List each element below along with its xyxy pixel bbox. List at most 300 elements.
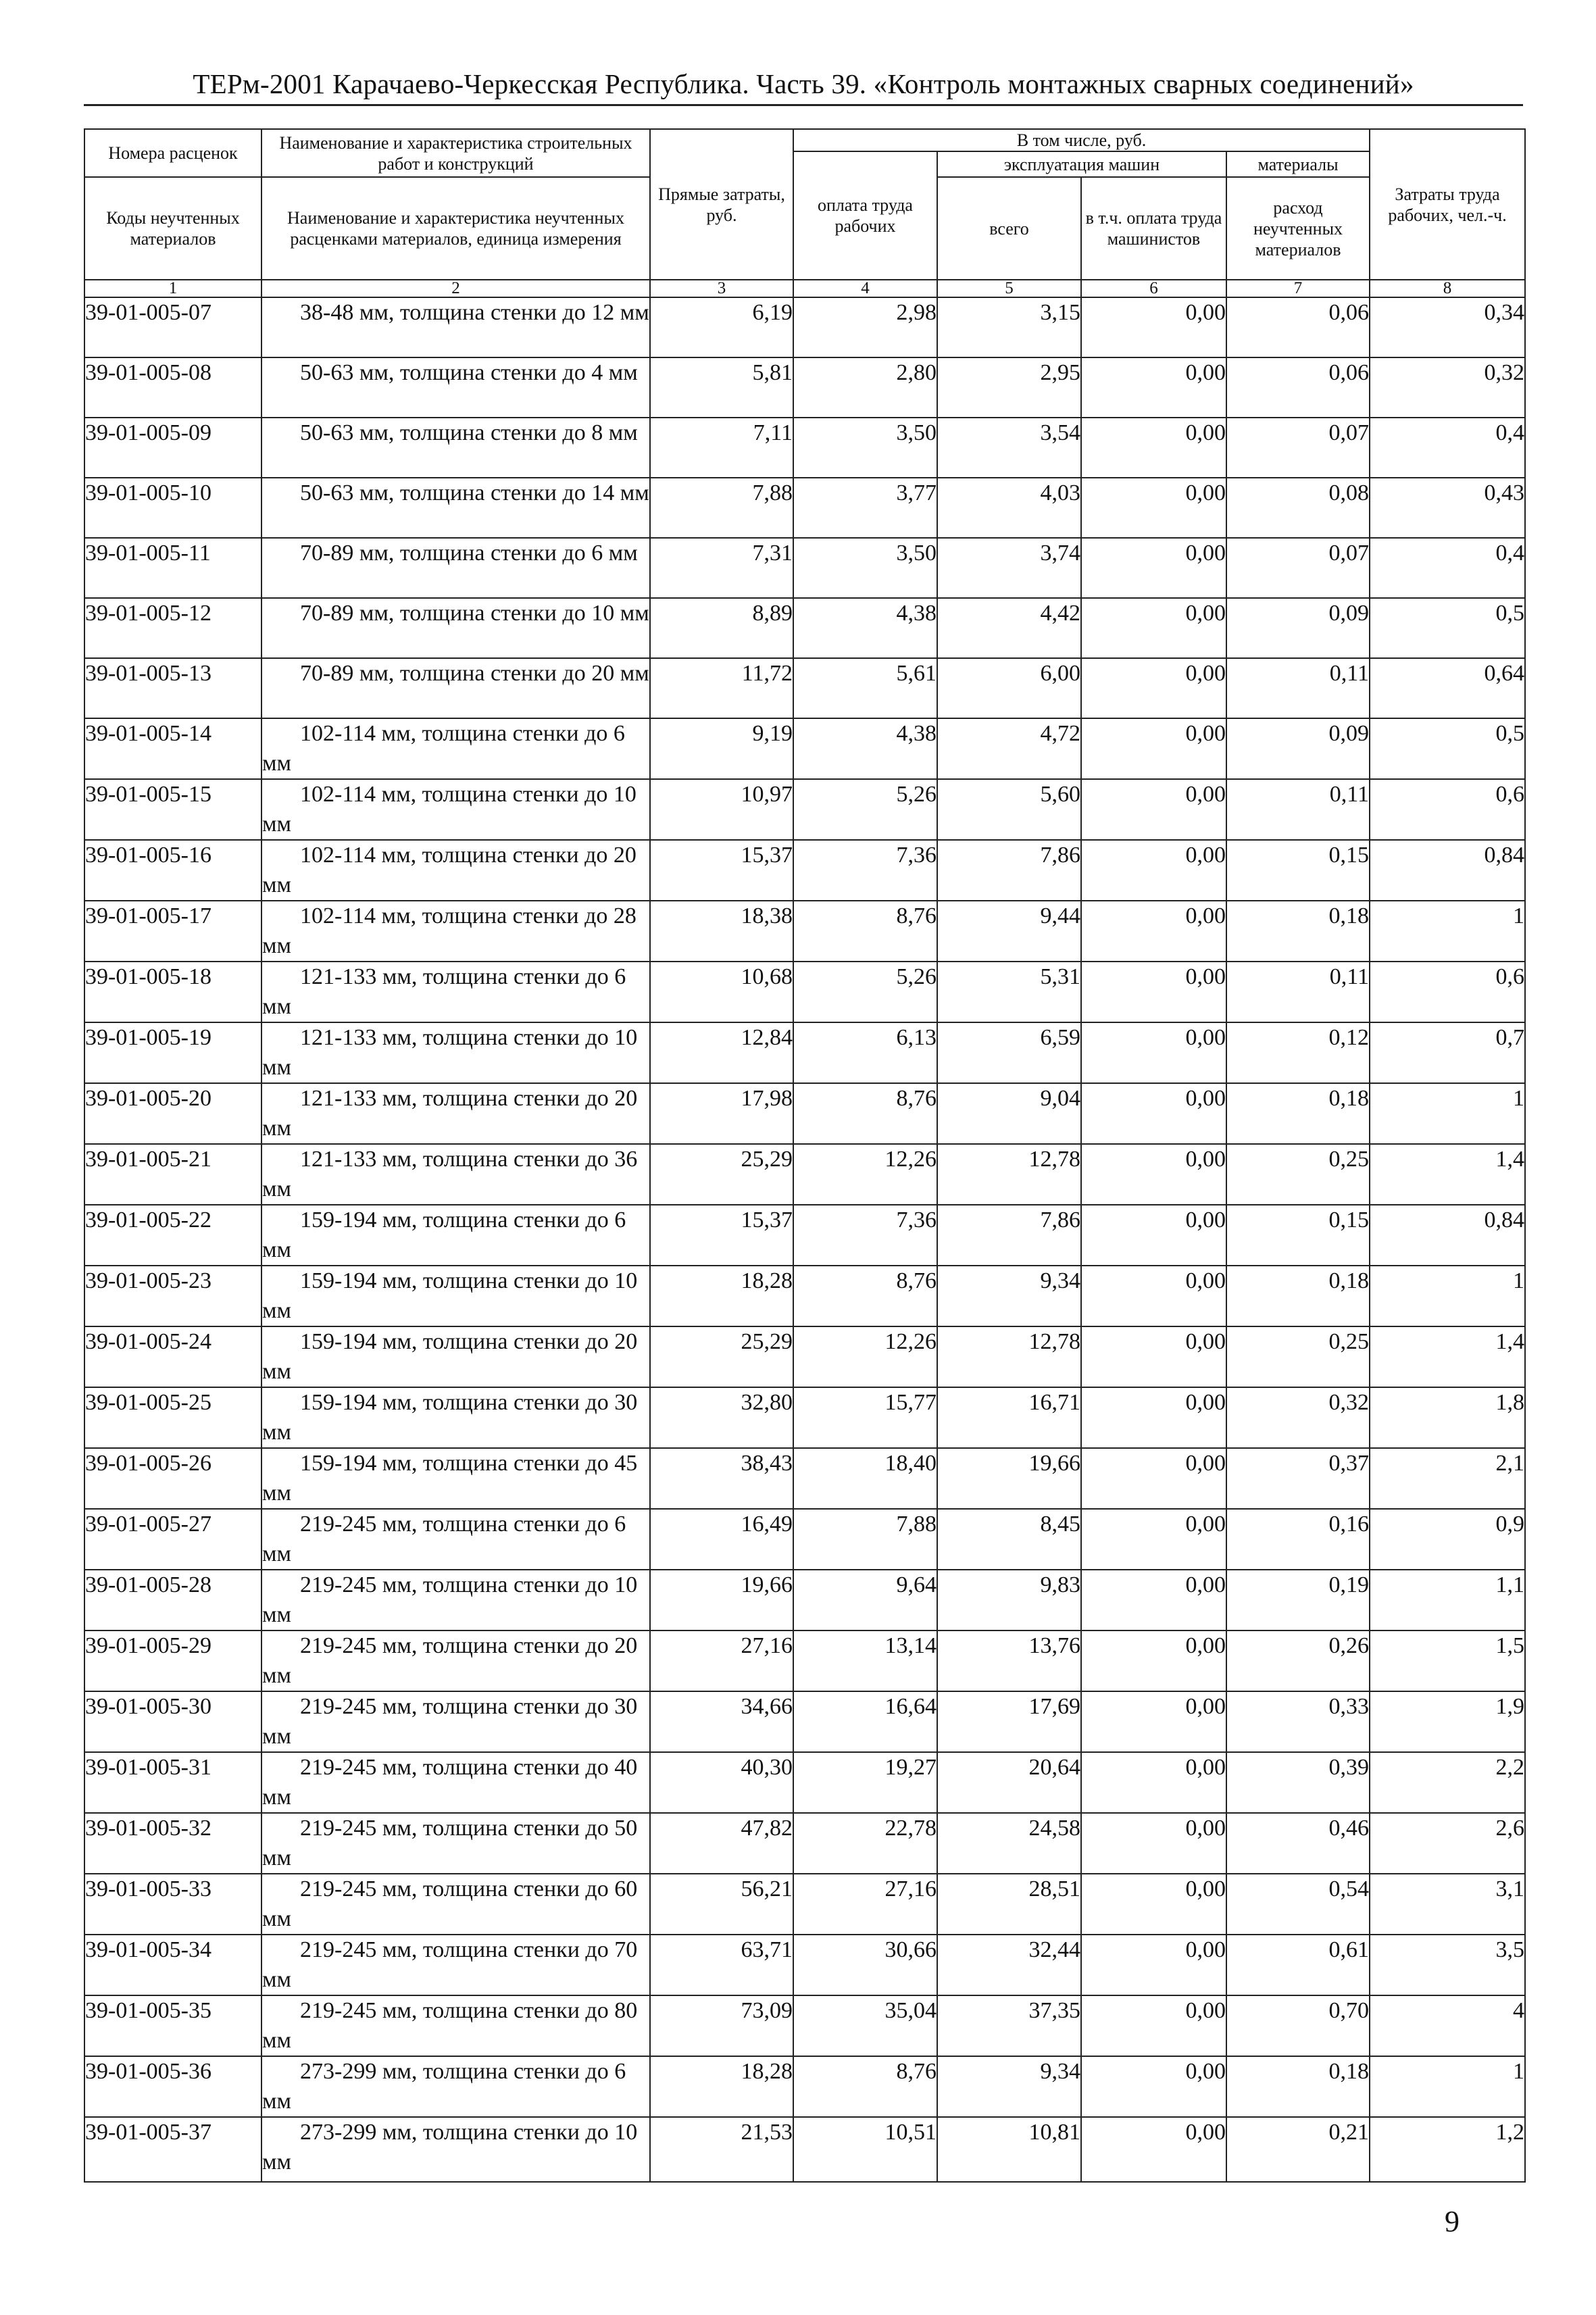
- labor-costs-value: 0,43: [1370, 478, 1525, 538]
- work-description: 121-133 мм, толщина стенки до 36 мм: [261, 1144, 650, 1205]
- labor-costs-value: 1: [1370, 1266, 1525, 1326]
- material-consumption-value: 0,19: [1226, 1570, 1370, 1631]
- operator-pay-value: 0,00: [1081, 1570, 1226, 1631]
- rate-code: 39-01-005-24: [84, 1326, 261, 1387]
- labor-costs-value: 1,9: [1370, 1691, 1525, 1752]
- direct-costs-value: 25,29: [650, 1144, 793, 1205]
- worker-pay-value: 5,26: [793, 962, 937, 1022]
- worker-pay-value: 4,38: [793, 598, 937, 658]
- table-row: [84, 1509, 1525, 1570]
- worker-pay-value: 27,16: [793, 1874, 937, 1935]
- column-number: 5: [937, 280, 1081, 297]
- machine-total-value: 5,60: [937, 779, 1081, 840]
- labor-costs-value: 0,5: [1370, 598, 1525, 658]
- operator-pay-value: 0,00: [1081, 1266, 1226, 1326]
- worker-pay-value: 5,26: [793, 779, 937, 840]
- rate-code: 39-01-005-21: [84, 1144, 261, 1205]
- direct-costs-value: 34,66: [650, 1691, 793, 1752]
- machine-total-value: 8,45: [937, 1509, 1081, 1570]
- operator-pay-value: 0,00: [1081, 1022, 1226, 1083]
- column-number: 7: [1226, 280, 1370, 297]
- machine-total-value: 5,31: [937, 962, 1081, 1022]
- direct-costs-value: 25,29: [650, 1326, 793, 1387]
- machine-total-value: 7,86: [937, 840, 1081, 901]
- header-materials: материалы: [1226, 151, 1370, 177]
- table-row: [84, 840, 1525, 901]
- labor-costs-value: 1,4: [1370, 1326, 1525, 1387]
- work-description: 219-245 мм, толщина стенки до 60 мм: [261, 1874, 650, 1935]
- worker-pay-value: 8,76: [793, 901, 937, 962]
- machine-total-value: 9,34: [937, 1266, 1081, 1326]
- machine-total-value: 28,51: [937, 1874, 1081, 1935]
- rate-code: 39-01-005-34: [84, 1935, 261, 1995]
- machine-total-value: 20,64: [937, 1752, 1081, 1813]
- labor-costs-value: 0,6: [1370, 962, 1525, 1022]
- worker-pay-value: 16,64: [793, 1691, 937, 1752]
- direct-costs-value: 6,19: [650, 297, 793, 357]
- operator-pay-value: 0,00: [1081, 1205, 1226, 1266]
- labor-costs-value: 1: [1370, 2056, 1525, 2117]
- operator-pay-value: 0,00: [1081, 901, 1226, 962]
- material-consumption-value: 0,37: [1226, 1448, 1370, 1509]
- operator-pay-value: 0,00: [1081, 1326, 1226, 1387]
- direct-costs-value: 7,11: [650, 418, 793, 478]
- labor-costs-value: 0,64: [1370, 658, 1525, 718]
- rate-code: 39-01-005-09: [84, 418, 261, 478]
- worker-pay-value: 8,76: [793, 2056, 937, 2117]
- worker-pay-value: 30,66: [793, 1935, 937, 1995]
- work-description: 50-63 мм, толщина стенки до 14 мм: [261, 478, 650, 538]
- labor-costs-value: 3,5: [1370, 1935, 1525, 1995]
- labor-costs-value: 0,84: [1370, 840, 1525, 901]
- work-description: 70-89 мм, толщина стенки до 20 мм: [261, 658, 650, 718]
- worker-pay-value: 3,77: [793, 478, 937, 538]
- direct-costs-value: 38,43: [650, 1448, 793, 1509]
- operator-pay-value: 0,00: [1081, 1752, 1226, 1813]
- material-consumption-value: 0,11: [1226, 962, 1370, 1022]
- material-consumption-value: 0,15: [1226, 840, 1370, 901]
- machine-total-value: 9,04: [937, 1083, 1081, 1144]
- worker-pay-value: 2,80: [793, 357, 937, 418]
- machine-total-value: 7,86: [937, 1205, 1081, 1266]
- work-description: 102-114 мм, толщина стенки до 10 мм: [261, 779, 650, 840]
- material-consumption-value: 0,11: [1226, 779, 1370, 840]
- material-consumption-value: 0,25: [1226, 1326, 1370, 1387]
- table-row: [84, 357, 1525, 418]
- worker-pay-value: 6,13: [793, 1022, 937, 1083]
- worker-pay-value: 8,76: [793, 1083, 937, 1144]
- labor-costs-value: 0,4: [1370, 538, 1525, 598]
- table-row: [84, 1266, 1525, 1326]
- rate-code: 39-01-005-08: [84, 357, 261, 418]
- work-description: 70-89 мм, толщина стенки до 10 мм: [261, 598, 650, 658]
- direct-costs-value: 16,49: [650, 1509, 793, 1570]
- labor-costs-value: 0,32: [1370, 357, 1525, 418]
- material-consumption-value: 0,18: [1226, 1083, 1370, 1144]
- work-description: 159-194 мм, толщина стенки до 30 мм: [261, 1387, 650, 1448]
- direct-costs-value: 47,82: [650, 1813, 793, 1874]
- material-consumption-value: 0,61: [1226, 1935, 1370, 1995]
- worker-pay-value: 8,76: [793, 1266, 937, 1326]
- material-consumption-value: 0,16: [1226, 1509, 1370, 1570]
- rate-code: 39-01-005-23: [84, 1266, 261, 1326]
- header-material-consumption: расход неучтенных материалов: [1226, 177, 1370, 280]
- operator-pay-value: 0,00: [1081, 1387, 1226, 1448]
- operator-pay-value: 0,00: [1081, 1691, 1226, 1752]
- table-row: [84, 1326, 1525, 1387]
- table-row: [84, 1022, 1525, 1083]
- operator-pay-value: 0,00: [1081, 962, 1226, 1022]
- work-description: 102-114 мм, толщина стенки до 28 мм: [261, 901, 650, 962]
- labor-costs-value: 3,1: [1370, 1874, 1525, 1935]
- machine-total-value: 6,00: [937, 658, 1081, 718]
- machine-total-value: 24,58: [937, 1813, 1081, 1874]
- machine-total-value: 2,95: [937, 357, 1081, 418]
- machine-total-value: 9,83: [937, 1570, 1081, 1631]
- material-consumption-value: 0,32: [1226, 1387, 1370, 1448]
- direct-costs-value: 32,80: [650, 1387, 793, 1448]
- material-consumption-value: 0,07: [1226, 418, 1370, 478]
- header-direct-costs: Прямые затраты, руб.: [650, 129, 793, 280]
- work-description: 121-133 мм, толщина стенки до 6 мм: [261, 962, 650, 1022]
- direct-costs-value: 15,37: [650, 840, 793, 901]
- machine-total-value: 17,69: [937, 1691, 1081, 1752]
- header-machine-operation: эксплуатация машин: [937, 151, 1226, 177]
- material-consumption-value: 0,07: [1226, 538, 1370, 598]
- table-row: [84, 1144, 1525, 1205]
- machine-total-value: 4,03: [937, 478, 1081, 538]
- header-machine-total: всего: [937, 177, 1081, 280]
- labor-costs-value: 0,34: [1370, 297, 1525, 357]
- rate-code: 39-01-005-33: [84, 1874, 261, 1935]
- work-description: 102-114 мм, толщина стенки до 20 мм: [261, 840, 650, 901]
- table-row: [84, 1752, 1525, 1813]
- rate-code: 39-01-005-26: [84, 1448, 261, 1509]
- rate-code: 39-01-005-36: [84, 2056, 261, 2117]
- rate-code: 39-01-005-27: [84, 1509, 261, 1570]
- worker-pay-value: 12,26: [793, 1326, 937, 1387]
- column-number: 4: [793, 280, 937, 297]
- table-row: [84, 538, 1525, 598]
- header-material-codes: Коды неучтенных материалов: [84, 177, 261, 280]
- header-material-name: Наименование и характеристика неучтенных расценками материалов, единица измерения: [261, 177, 650, 280]
- table-row: [84, 658, 1525, 718]
- work-description: 38-48 мм, толщина стенки до 12 мм: [261, 297, 650, 357]
- worker-pay-value: 22,78: [793, 1813, 937, 1874]
- direct-costs-value: 7,31: [650, 538, 793, 598]
- operator-pay-value: 0,00: [1081, 1083, 1226, 1144]
- operator-pay-value: 0,00: [1081, 1813, 1226, 1874]
- rate-code: 39-01-005-07: [84, 297, 261, 357]
- table-body: [84, 297, 1525, 2182]
- work-description: 50-63 мм, толщина стенки до 8 мм: [261, 418, 650, 478]
- table-row: [84, 1631, 1525, 1691]
- rate-code: 39-01-005-22: [84, 1205, 261, 1266]
- header-work-name: Наименование и характеристика строительных работ и конструкций: [261, 129, 650, 177]
- work-description: 159-194 мм, толщина стенки до 6 мм: [261, 1205, 650, 1266]
- machine-total-value: 9,34: [937, 2056, 1081, 2117]
- column-number: 1: [84, 280, 261, 297]
- operator-pay-value: 0,00: [1081, 598, 1226, 658]
- material-consumption-value: 0,33: [1226, 1691, 1370, 1752]
- machine-total-value: 10,81: [937, 2117, 1081, 2182]
- work-description: 159-194 мм, толщина стенки до 45 мм: [261, 1448, 650, 1509]
- work-description: 273-299 мм, толщина стенки до 6 мм: [261, 2056, 650, 2117]
- direct-costs-value: 10,68: [650, 962, 793, 1022]
- rate-code: 39-01-005-16: [84, 840, 261, 901]
- column-number-row: [84, 280, 1525, 297]
- direct-costs-value: 15,37: [650, 1205, 793, 1266]
- material-consumption-value: 0,11: [1226, 658, 1370, 718]
- rate-code: 39-01-005-20: [84, 1083, 261, 1144]
- rate-code: 39-01-005-37: [84, 2117, 261, 2182]
- material-consumption-value: 0,39: [1226, 1752, 1370, 1813]
- operator-pay-value: 0,00: [1081, 357, 1226, 418]
- labor-costs-value: 0,7: [1370, 1022, 1525, 1083]
- work-description: 50-63 мм, толщина стенки до 4 мм: [261, 357, 650, 418]
- direct-costs-value: 73,09: [650, 1995, 793, 2056]
- labor-costs-value: 2,2: [1370, 1752, 1525, 1813]
- operator-pay-value: 0,00: [1081, 1995, 1226, 2056]
- worker-pay-value: 13,14: [793, 1631, 937, 1691]
- direct-costs-value: 18,38: [650, 901, 793, 962]
- operator-pay-value: 0,00: [1081, 779, 1226, 840]
- rate-code: 39-01-005-30: [84, 1691, 261, 1752]
- direct-costs-value: 18,28: [650, 1266, 793, 1326]
- rate-code: 39-01-005-35: [84, 1995, 261, 2056]
- worker-pay-value: 7,88: [793, 1509, 937, 1570]
- worker-pay-value: 5,61: [793, 658, 937, 718]
- worker-pay-value: 7,36: [793, 1205, 937, 1266]
- operator-pay-value: 0,00: [1081, 840, 1226, 901]
- header-labor-costs: Затраты труда рабочих, чел.-ч.: [1370, 129, 1525, 280]
- direct-costs-value: 17,98: [650, 1083, 793, 1144]
- labor-costs-value: 1,8: [1370, 1387, 1525, 1448]
- material-consumption-value: 0,12: [1226, 1022, 1370, 1083]
- direct-costs-value: 63,71: [650, 1935, 793, 1995]
- material-consumption-value: 0,18: [1226, 1266, 1370, 1326]
- work-description: 219-245 мм, толщина стенки до 50 мм: [261, 1813, 650, 1874]
- work-description: 70-89 мм, толщина стенки до 6 мм: [261, 538, 650, 598]
- work-description: 102-114 мм, толщина стенки до 6 мм: [261, 718, 650, 779]
- direct-costs-value: 9,19: [650, 718, 793, 779]
- direct-costs-value: 56,21: [650, 1874, 793, 1935]
- table-row: [84, 962, 1525, 1022]
- column-number: 3: [650, 280, 793, 297]
- table-row: [84, 1387, 1525, 1448]
- material-consumption-value: 0,26: [1226, 1631, 1370, 1691]
- material-consumption-value: 0,70: [1226, 1995, 1370, 2056]
- table-row: [84, 418, 1525, 478]
- machine-total-value: 32,44: [937, 1935, 1081, 1995]
- table-row: [84, 1813, 1525, 1874]
- labor-costs-value: 4: [1370, 1995, 1525, 2056]
- direct-costs-value: 12,84: [650, 1022, 793, 1083]
- machine-total-value: 16,71: [937, 1387, 1081, 1448]
- worker-pay-value: 15,77: [793, 1387, 937, 1448]
- table-row: [84, 1935, 1525, 1995]
- labor-costs-value: 1,2: [1370, 2117, 1525, 2182]
- table-row: [84, 297, 1525, 357]
- page-number: 9: [1445, 2205, 1460, 2238]
- rate-code: 39-01-005-18: [84, 962, 261, 1022]
- worker-pay-value: 18,40: [793, 1448, 937, 1509]
- operator-pay-value: 0,00: [1081, 718, 1226, 779]
- worker-pay-value: 2,98: [793, 297, 937, 357]
- column-number: 6: [1081, 280, 1226, 297]
- material-consumption-value: 0,09: [1226, 598, 1370, 658]
- work-description: 159-194 мм, толщина стенки до 20 мм: [261, 1326, 650, 1387]
- direct-costs-value: 7,88: [650, 478, 793, 538]
- table-row: [84, 1874, 1525, 1935]
- header-operator-pay: в т.ч. оплата труда машинистов: [1081, 177, 1226, 280]
- material-consumption-value: 0,15: [1226, 1205, 1370, 1266]
- machine-total-value: 3,15: [937, 297, 1081, 357]
- material-consumption-value: 0,09: [1226, 718, 1370, 779]
- rate-code: 39-01-005-29: [84, 1631, 261, 1691]
- machine-total-value: 37,35: [937, 1995, 1081, 2056]
- table-row: [84, 718, 1525, 779]
- direct-costs-value: 40,30: [650, 1752, 793, 1813]
- machine-total-value: 12,78: [937, 1144, 1081, 1205]
- operator-pay-value: 0,00: [1081, 2117, 1226, 2182]
- operator-pay-value: 0,00: [1081, 1874, 1226, 1935]
- direct-costs-value: 11,72: [650, 658, 793, 718]
- work-description: 219-245 мм, толщина стенки до 70 мм: [261, 1935, 650, 1995]
- operator-pay-value: 0,00: [1081, 2056, 1226, 2117]
- operator-pay-value: 0,00: [1081, 297, 1226, 357]
- labor-costs-value: 1: [1370, 1083, 1525, 1144]
- worker-pay-value: 3,50: [793, 538, 937, 598]
- page-title: ТЕРм-2001 Карачаево-Черкесская Республика. Часть 39. «Контроль монтажных сварных соединений»: [193, 68, 1414, 99]
- table-row: [84, 901, 1525, 962]
- operator-pay-value: 0,00: [1081, 1935, 1226, 1995]
- rates-table: [84, 128, 1526, 2183]
- work-description: 121-133 мм, толщина стенки до 20 мм: [261, 1083, 650, 1144]
- work-description: 219-245 мм, толщина стенки до 40 мм: [261, 1752, 650, 1813]
- rate-code: 39-01-005-10: [84, 478, 261, 538]
- machine-total-value: 6,59: [937, 1022, 1081, 1083]
- material-consumption-value: 0,21: [1226, 2117, 1370, 2182]
- direct-costs-value: 8,89: [650, 598, 793, 658]
- worker-pay-value: 4,38: [793, 718, 937, 779]
- material-consumption-value: 0,06: [1226, 297, 1370, 357]
- machine-total-value: 3,74: [937, 538, 1081, 598]
- machine-total-value: 3,54: [937, 418, 1081, 478]
- table-row: [84, 1083, 1525, 1144]
- operator-pay-value: 0,00: [1081, 658, 1226, 718]
- labor-costs-value: 0,5: [1370, 718, 1525, 779]
- rate-code: 39-01-005-19: [84, 1022, 261, 1083]
- machine-total-value: 12,78: [937, 1326, 1081, 1387]
- table-row: [84, 1995, 1525, 2056]
- table-row: [84, 1205, 1525, 1266]
- header-rate-numbers: Номера расценок: [84, 129, 261, 177]
- direct-costs-value: 10,97: [650, 779, 793, 840]
- material-consumption-value: 0,46: [1226, 1813, 1370, 1874]
- labor-costs-value: 0,84: [1370, 1205, 1525, 1266]
- operator-pay-value: 0,00: [1081, 1631, 1226, 1691]
- direct-costs-value: 18,28: [650, 2056, 793, 2117]
- rate-code: 39-01-005-13: [84, 658, 261, 718]
- direct-costs-value: 19,66: [650, 1570, 793, 1631]
- work-description: 121-133 мм, толщина стенки до 10 мм: [261, 1022, 650, 1083]
- column-number: 2: [261, 280, 650, 297]
- operator-pay-value: 0,00: [1081, 1448, 1226, 1509]
- material-consumption-value: 0,25: [1226, 1144, 1370, 1205]
- operator-pay-value: 0,00: [1081, 478, 1226, 538]
- direct-costs-value: 21,53: [650, 2117, 793, 2182]
- rate-code: 39-01-005-25: [84, 1387, 261, 1448]
- rate-code: 39-01-005-28: [84, 1570, 261, 1631]
- rate-code: 39-01-005-17: [84, 901, 261, 962]
- table-header: [84, 129, 1525, 297]
- header-including: В том числе, руб.: [793, 129, 1370, 151]
- machine-total-value: 4,42: [937, 598, 1081, 658]
- work-description: 159-194 мм, толщина стенки до 10 мм: [261, 1266, 650, 1326]
- direct-costs-value: 5,81: [650, 357, 793, 418]
- worker-pay-value: 10,51: [793, 2117, 937, 2182]
- worker-pay-value: 7,36: [793, 840, 937, 901]
- work-description: 219-245 мм, толщина стенки до 20 мм: [261, 1631, 650, 1691]
- table-row: [84, 2056, 1525, 2117]
- worker-pay-value: 3,50: [793, 418, 937, 478]
- column-number: 8: [1370, 280, 1525, 297]
- machine-total-value: 19,66: [937, 1448, 1081, 1509]
- operator-pay-value: 0,00: [1081, 418, 1226, 478]
- header-worker-pay: оплата труда рабочих: [793, 151, 937, 280]
- direct-costs-value: 27,16: [650, 1631, 793, 1691]
- material-consumption-value: 0,18: [1226, 901, 1370, 962]
- worker-pay-value: 12,26: [793, 1144, 937, 1205]
- rate-code: 39-01-005-12: [84, 598, 261, 658]
- labor-costs-value: 0,4: [1370, 418, 1525, 478]
- operator-pay-value: 0,00: [1081, 538, 1226, 598]
- operator-pay-value: 0,00: [1081, 1509, 1226, 1570]
- labor-costs-value: 0,9: [1370, 1509, 1525, 1570]
- labor-costs-value: 1,4: [1370, 1144, 1525, 1205]
- machine-total-value: 9,44: [937, 901, 1081, 962]
- table-row: [84, 2117, 1525, 2182]
- operator-pay-value: 0,00: [1081, 1144, 1226, 1205]
- material-consumption-value: 0,06: [1226, 357, 1370, 418]
- rate-code: 39-01-005-15: [84, 779, 261, 840]
- worker-pay-value: 35,04: [793, 1995, 937, 2056]
- material-consumption-value: 0,54: [1226, 1874, 1370, 1935]
- rate-code: 39-01-005-31: [84, 1752, 261, 1813]
- work-description: 219-245 мм, толщина стенки до 80 мм: [261, 1995, 650, 2056]
- worker-pay-value: 19,27: [793, 1752, 937, 1813]
- work-description: 273-299 мм, толщина стенки до 10 мм: [261, 2117, 650, 2182]
- table-row: [84, 1691, 1525, 1752]
- labor-costs-value: 1,1: [1370, 1570, 1525, 1631]
- labor-costs-value: 1: [1370, 901, 1525, 962]
- work-description: 219-245 мм, толщина стенки до 30 мм: [261, 1691, 650, 1752]
- machine-total-value: 13,76: [937, 1631, 1081, 1691]
- rate-code: 39-01-005-11: [84, 538, 261, 598]
- material-consumption-value: 0,08: [1226, 478, 1370, 538]
- work-description: 219-245 мм, толщина стенки до 10 мм: [261, 1570, 650, 1631]
- labor-costs-value: 1,5: [1370, 1631, 1525, 1691]
- table-row: [84, 1570, 1525, 1631]
- labor-costs-value: 2,6: [1370, 1813, 1525, 1874]
- machine-total-value: 4,72: [937, 718, 1081, 779]
- worker-pay-value: 9,64: [793, 1570, 937, 1631]
- table-row: [84, 779, 1525, 840]
- work-description: 219-245 мм, толщина стенки до 6 мм: [261, 1509, 650, 1570]
- labor-costs-value: 2,1: [1370, 1448, 1525, 1509]
- rate-code: 39-01-005-14: [84, 718, 261, 779]
